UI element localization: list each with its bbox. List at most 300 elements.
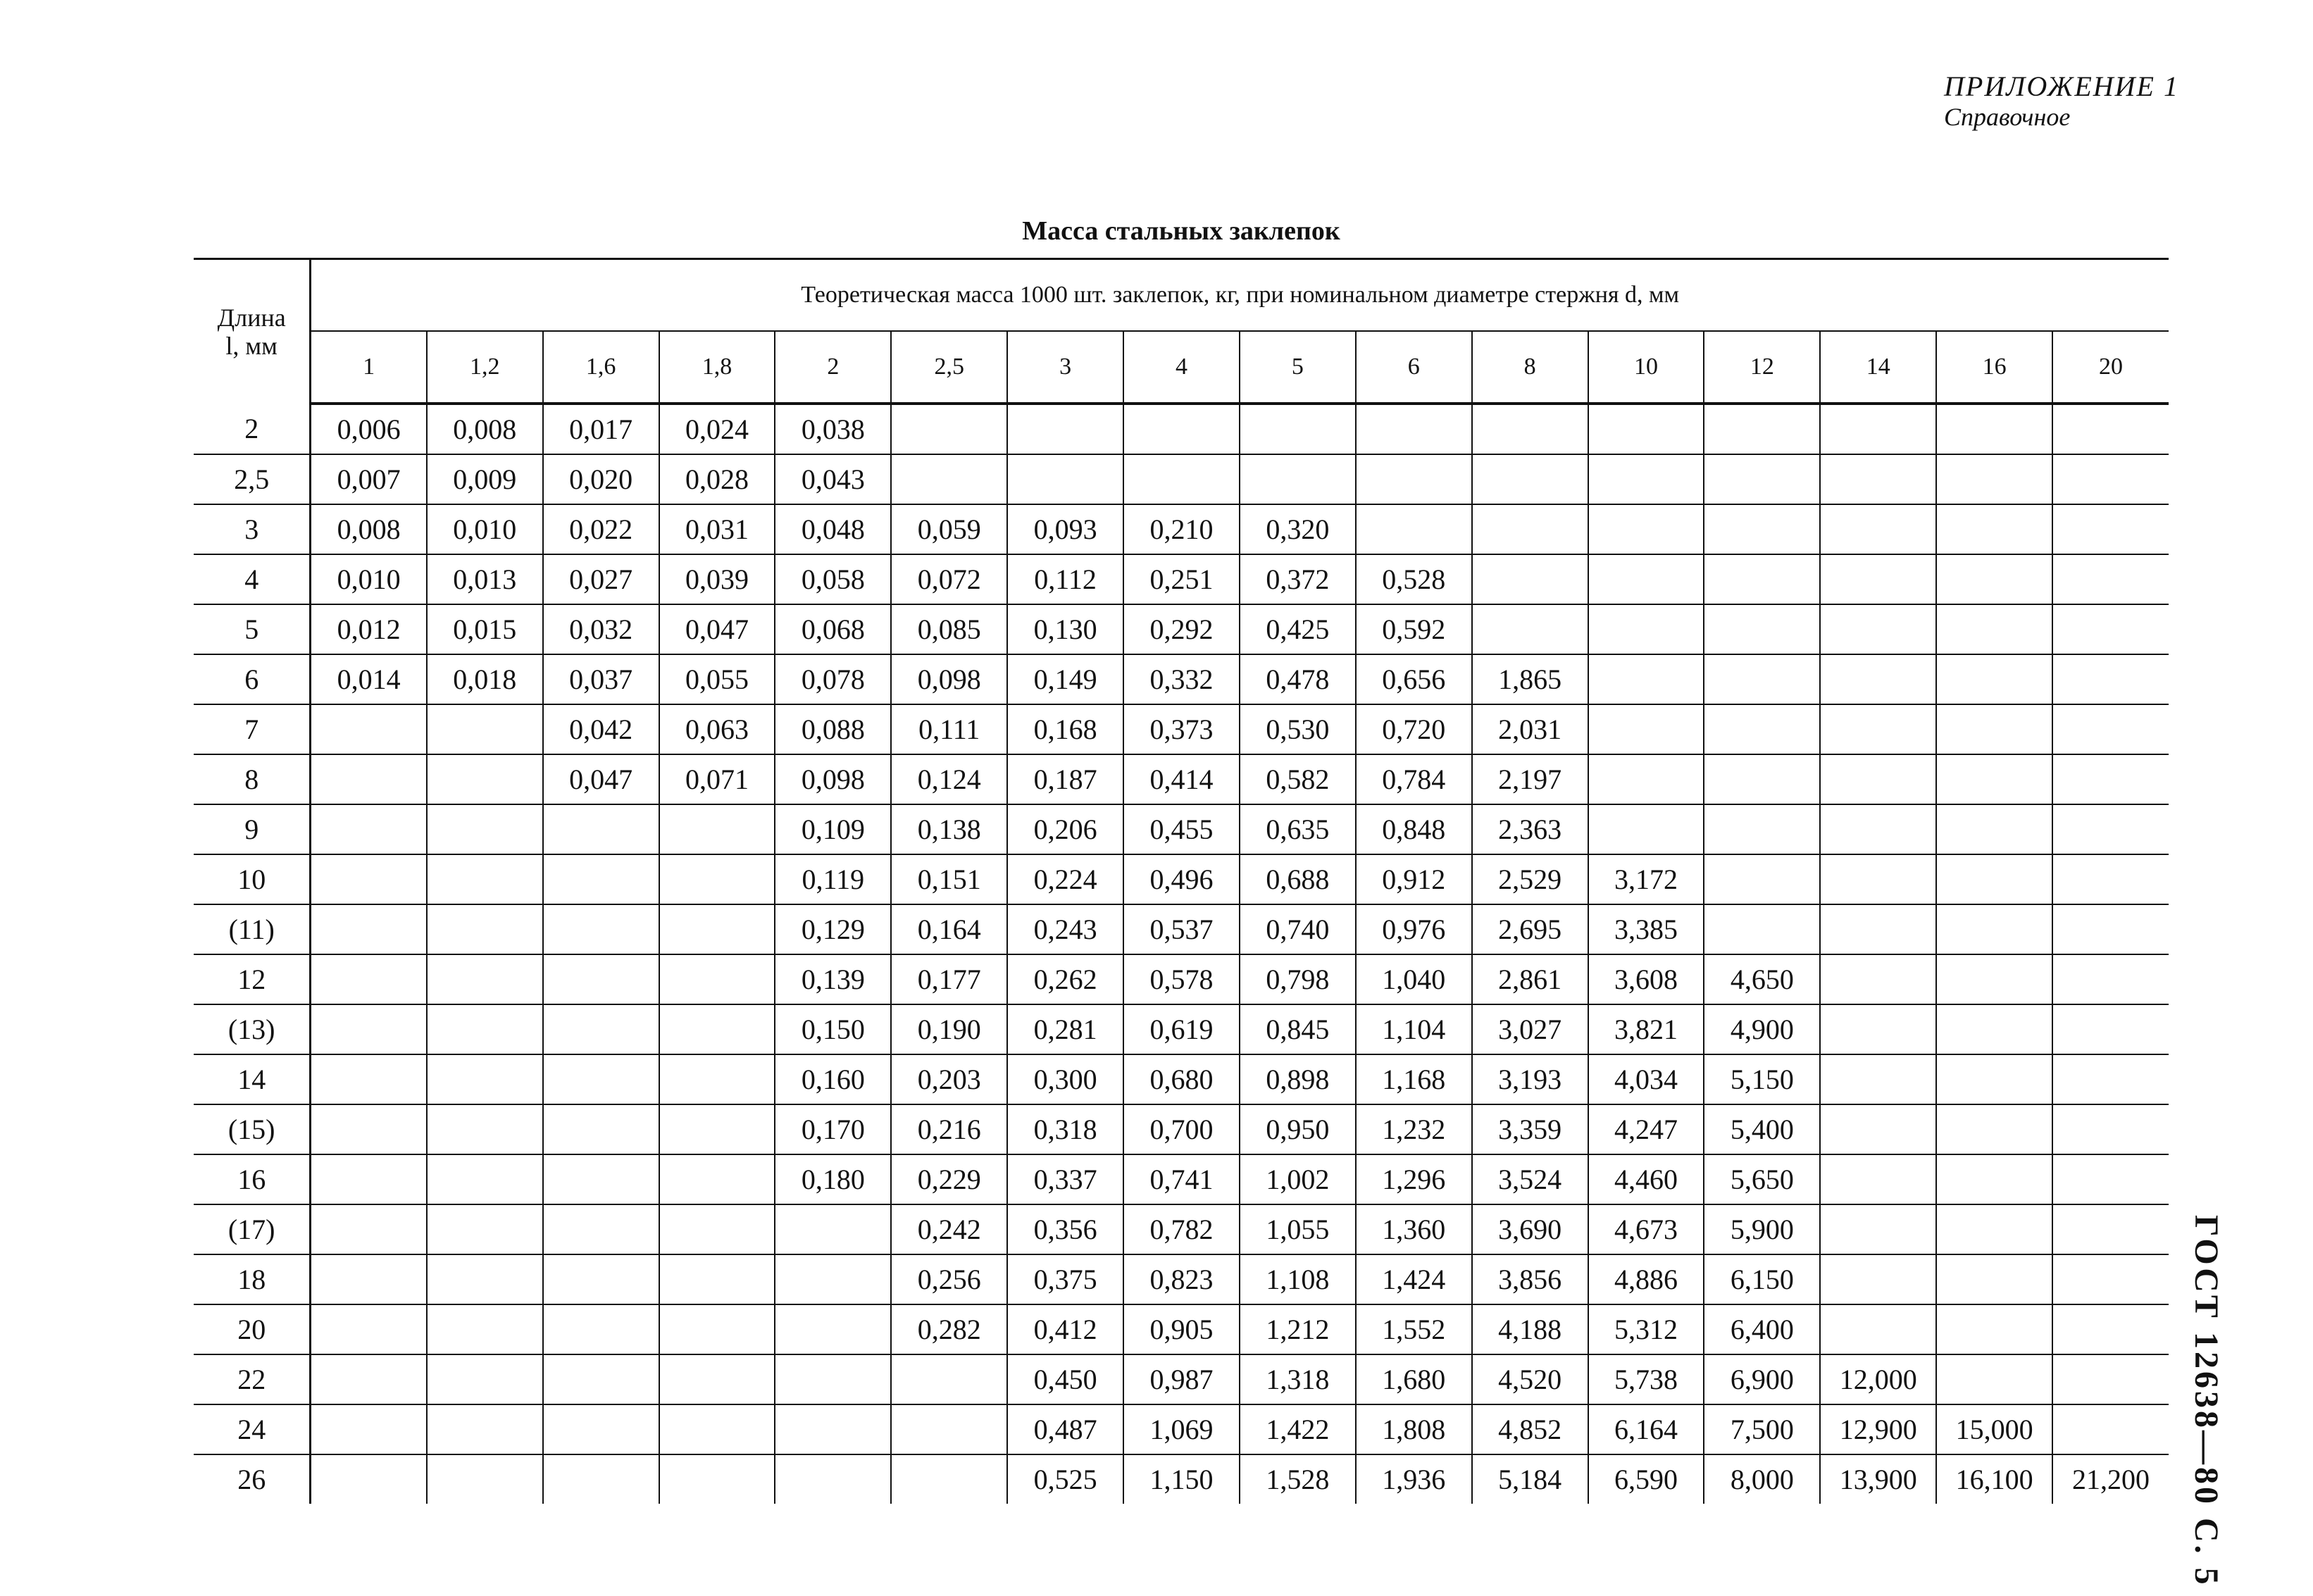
mass-cell: 0,356 (1007, 1204, 1123, 1254)
mass-cell (1936, 654, 2052, 704)
mass-cell: 0,905 (1123, 1304, 1240, 1354)
table-row (194, 504, 2169, 554)
length-cell: 2,5 (194, 454, 311, 504)
table-row (194, 804, 2169, 854)
mass-cell: 1,528 (1240, 1454, 1356, 1504)
mass-cell: 4,852 (1472, 1404, 1588, 1454)
mass-cell: 3,385 (1588, 904, 1704, 954)
mass-cell: 4,188 (1472, 1304, 1588, 1354)
mass-cell: 0,168 (1007, 704, 1123, 754)
mass-cell (311, 1354, 427, 1404)
length-cell: 12 (194, 954, 311, 1004)
diameter-header-cell: 5 (1240, 331, 1356, 404)
mass-cell: 4,650 (1704, 954, 1820, 1004)
mass-cell: 0,337 (1007, 1154, 1123, 1204)
mass-cell: 0,072 (891, 554, 1007, 604)
length-cell: 20 (194, 1304, 311, 1354)
length-cell: 9 (194, 804, 311, 854)
mass-cell: 0,450 (1007, 1354, 1123, 1404)
mass-cell (311, 904, 427, 954)
mass-cell (659, 904, 775, 954)
mass-cell (427, 754, 543, 804)
mass-cell: 0,848 (1356, 804, 1472, 854)
mass-cell (311, 704, 427, 754)
mass-cell (1356, 504, 1472, 554)
appendix-heading (1944, 70, 2179, 131)
mass-group-header: Теоретическая масса 1000 шт. заклепок, кг, при номинальном диаметре стержня d, мм (311, 259, 2169, 332)
mass-cell: 12,900 (1820, 1404, 1936, 1454)
mass-cell (659, 1304, 775, 1354)
length-cell: (13) (194, 1004, 311, 1054)
mass-cell (311, 1404, 427, 1454)
mass-cell (2052, 654, 2169, 704)
mass-cell (543, 1104, 659, 1154)
mass-cell (1936, 804, 2052, 854)
mass-cell: 0,006 (311, 404, 427, 454)
mass-cell (311, 1304, 427, 1354)
mass-cell (659, 804, 775, 854)
mass-cell (1704, 504, 1820, 554)
mass-cell: 0,047 (659, 604, 775, 654)
mass-cell (1820, 1304, 1936, 1354)
diameter-header-cell: 4 (1123, 331, 1240, 404)
mass-cell: 2,031 (1472, 704, 1588, 754)
mass-cell: 1,680 (1356, 1354, 1472, 1404)
mass-cell (543, 1454, 659, 1504)
mass-cell (543, 1254, 659, 1304)
mass-cell (427, 904, 543, 954)
mass-cell (1820, 954, 1936, 1004)
mass-cell: 0,912 (1356, 854, 1472, 904)
mass-cell: 0,129 (775, 904, 891, 954)
mass-cell: 0,139 (775, 954, 891, 1004)
table-row (194, 1154, 2169, 1204)
mass-cell: 1,296 (1356, 1154, 1472, 1204)
mass-cell (2052, 454, 2169, 504)
mass-cell (1704, 904, 1820, 954)
mass-cell: 0,898 (1240, 1054, 1356, 1104)
mass-cell (1936, 1154, 2052, 1204)
mass-cell: 16,100 (1936, 1454, 2052, 1504)
mass-cell: 0,414 (1123, 754, 1240, 804)
mass-cell (1704, 754, 1820, 804)
mass-cell (891, 404, 1007, 454)
mass-cell (891, 454, 1007, 504)
mass-cell: 0,256 (891, 1254, 1007, 1304)
mass-cell (1820, 1254, 1936, 1304)
mass-cell (659, 854, 775, 904)
mass-cell: 0,055 (659, 654, 775, 704)
mass-cell: 0,010 (427, 504, 543, 554)
mass-cell: 0,224 (1007, 854, 1123, 904)
mass-cell (659, 1054, 775, 1104)
mass-cell (1820, 1104, 1936, 1154)
mass-cell: 0,151 (891, 854, 1007, 904)
mass-cell: 3,821 (1588, 1004, 1704, 1054)
mass-cell: 0,798 (1240, 954, 1356, 1004)
diameter-header-cell: 2 (775, 331, 891, 404)
mass-cell: 0,028 (659, 454, 775, 504)
table-row (194, 704, 2169, 754)
mass-cell (1704, 854, 1820, 904)
mass-cell (311, 804, 427, 854)
table-row (194, 1054, 2169, 1104)
length-column-header (194, 259, 311, 404)
mass-cell (1472, 604, 1588, 654)
mass-cell (1936, 754, 2052, 804)
mass-cell (2052, 904, 2169, 954)
diameter-header-cell: 10 (1588, 331, 1704, 404)
mass-cell (543, 1004, 659, 1054)
mass-cell: 1,936 (1356, 1454, 1472, 1504)
mass-cell: 0,047 (543, 754, 659, 804)
mass-cell: 3,690 (1472, 1204, 1588, 1254)
mass-cell (1936, 604, 2052, 654)
mass-cell: 0,243 (1007, 904, 1123, 954)
mass-cell (1820, 854, 1936, 904)
mass-cell: 0,017 (543, 404, 659, 454)
length-cell: 10 (194, 854, 311, 904)
mass-cell: 3,608 (1588, 954, 1704, 1004)
mass-cell (543, 1354, 659, 1404)
mass-cell (1936, 1254, 2052, 1304)
mass-cell (2052, 604, 2169, 654)
mass-cell: 0,058 (775, 554, 891, 604)
mass-cell: 0,688 (1240, 854, 1356, 904)
mass-cell: 0,039 (659, 554, 775, 604)
mass-cell (2052, 404, 2169, 454)
mass-cell: 0,130 (1007, 604, 1123, 654)
mass-cell (427, 854, 543, 904)
mass-cell (1704, 604, 1820, 654)
length-cell: 5 (194, 604, 311, 654)
mass-cell (1588, 654, 1704, 704)
mass-cell (427, 1254, 543, 1304)
mass-cell: 0,013 (427, 554, 543, 604)
mass-cell (1704, 654, 1820, 704)
mass-cell (1123, 404, 1240, 454)
mass-cell: 0,007 (311, 454, 427, 504)
length-cell: 14 (194, 1054, 311, 1104)
mass-cell: 0,823 (1123, 1254, 1240, 1304)
mass-cell: 0,018 (427, 654, 543, 704)
table-row (194, 454, 2169, 504)
mass-cell (1356, 454, 1472, 504)
mass-cell: 6,900 (1704, 1354, 1820, 1404)
mass-cell: 0,012 (311, 604, 427, 654)
mass-cell (543, 804, 659, 854)
diameter-header-cell: 1,2 (427, 331, 543, 404)
mass-cell: 0,478 (1240, 654, 1356, 704)
mass-cell: 1,360 (1356, 1204, 1472, 1254)
table-row (194, 1104, 2169, 1154)
table-row (194, 754, 2169, 804)
mass-cell (427, 1454, 543, 1504)
mass-cell (1820, 804, 1936, 854)
mass-cell (1936, 1204, 2052, 1254)
mass-cell (1936, 1354, 2052, 1404)
mass-cell (1936, 1104, 2052, 1154)
mass-cell: 0,027 (543, 554, 659, 604)
mass-cell: 0,578 (1123, 954, 1240, 1004)
mass-cell (2052, 504, 2169, 554)
mass-cell: 0,282 (891, 1304, 1007, 1354)
mass-cell (2052, 1204, 2169, 1254)
mass-cell (1704, 404, 1820, 454)
mass-cell (311, 754, 427, 804)
mass-cell (1240, 454, 1356, 504)
mass-cell (2052, 1254, 2169, 1304)
mass-cell: 0,412 (1007, 1304, 1123, 1354)
mass-cell (311, 854, 427, 904)
mass-cell (1820, 704, 1936, 754)
mass-cell: 7,500 (1704, 1404, 1820, 1454)
mass-cell: 4,460 (1588, 1154, 1704, 1204)
mass-cell (1588, 404, 1704, 454)
mass-cell: 0,700 (1123, 1104, 1240, 1154)
mass-cell: 0,170 (775, 1104, 891, 1154)
mass-cell (775, 1354, 891, 1404)
mass-cell: 0,093 (1007, 504, 1123, 554)
mass-cell: 0,010 (311, 554, 427, 604)
mass-cell (427, 1104, 543, 1154)
mass-cell: 12,000 (1820, 1354, 1936, 1404)
mass-cell (659, 1204, 775, 1254)
mass-cell: 0,950 (1240, 1104, 1356, 1154)
table-body (194, 404, 2169, 1504)
mass-cell (311, 1204, 427, 1254)
length-cell: (11) (194, 904, 311, 954)
mass-cell (427, 1354, 543, 1404)
mass-cell: 0,592 (1356, 604, 1472, 654)
mass-cell (311, 954, 427, 1004)
mass-cell (1240, 404, 1356, 454)
mass-cell: 1,104 (1356, 1004, 1472, 1054)
mass-cell: 0,020 (543, 454, 659, 504)
mass-cell: 0,425 (1240, 604, 1356, 654)
mass-cell (1472, 554, 1588, 604)
mass-cell (659, 1354, 775, 1404)
mass-cell (543, 1054, 659, 1104)
mass-cell: 1,055 (1240, 1204, 1356, 1254)
mass-cell (775, 1454, 891, 1504)
mass-cell (2052, 1354, 2169, 1404)
mass-cell (543, 1154, 659, 1204)
mass-cell (659, 1254, 775, 1304)
mass-cell (543, 854, 659, 904)
mass-cell: 3,359 (1472, 1104, 1588, 1154)
mass-cell: 6,150 (1704, 1254, 1820, 1304)
table-row (194, 1204, 2169, 1254)
mass-cell: 5,400 (1704, 1104, 1820, 1154)
table-row (194, 404, 2169, 454)
mass-cell: 4,886 (1588, 1254, 1704, 1304)
mass-cell: 0,487 (1007, 1404, 1123, 1454)
table-caption: Масса стальных заклепок (1022, 216, 1340, 246)
mass-cell (1704, 554, 1820, 604)
mass-cell (1936, 404, 2052, 454)
mass-cell (1123, 454, 1240, 504)
mass-cell (1472, 454, 1588, 504)
mass-cell: 5,150 (1704, 1054, 1820, 1104)
mass-cell: 0,008 (427, 404, 543, 454)
mass-cell (543, 1404, 659, 1454)
mass-cell: 3,856 (1472, 1254, 1588, 1304)
mass-cell: 0,619 (1123, 1004, 1240, 1054)
mass-cell (1588, 704, 1704, 754)
mass-cell: 0,320 (1240, 504, 1356, 554)
table-row (194, 954, 2169, 1004)
diameter-header-cell: 20 (2052, 331, 2169, 404)
length-header-line2: l, мм (225, 332, 278, 360)
mass-cell: 0,180 (775, 1154, 891, 1204)
mass-cell: 21,200 (2072, 1464, 2150, 1495)
mass-cell: 2,197 (1472, 754, 1588, 804)
mass-cell: 1,168 (1356, 1054, 1472, 1104)
mass-cell (1007, 404, 1123, 454)
mass-cell: 0,088 (775, 704, 891, 754)
mass-cell: 0,530 (1240, 704, 1356, 754)
length-cell: (15) (194, 1104, 311, 1154)
mass-cell: 4,034 (1588, 1054, 1704, 1104)
mass-cell (1820, 1004, 1936, 1054)
mass-cell (2052, 1154, 2169, 1204)
mass-cell: 0,300 (1007, 1054, 1123, 1104)
mass-cell (1588, 804, 1704, 854)
mass-cell: 0,022 (543, 504, 659, 554)
mass-cell: 2,529 (1472, 854, 1588, 904)
mass-cell (1936, 1054, 2052, 1104)
mass-cell: 0,203 (891, 1054, 1007, 1104)
mass-cell: 1,108 (1240, 1254, 1356, 1304)
mass-cell (1820, 1204, 1936, 1254)
length-cell: 7 (194, 704, 311, 754)
mass-cell (427, 1004, 543, 1054)
mass-cell (659, 954, 775, 1004)
mass-cell: 0,042 (543, 704, 659, 754)
mass-cell: 0,242 (891, 1204, 1007, 1254)
rivet-mass-table (194, 258, 2169, 1504)
length-cell: 2 (194, 404, 311, 454)
mass-cell (1936, 1004, 2052, 1054)
diameter-header-cell: 14 (1820, 331, 1936, 404)
diameter-header-cell: 8 (1472, 331, 1588, 404)
mass-cell: 0,109 (775, 804, 891, 854)
mass-cell: 0,373 (1123, 704, 1240, 754)
mass-cell: 0,190 (891, 1004, 1007, 1054)
mass-cell (1588, 504, 1704, 554)
mass-cell (1936, 554, 2052, 604)
mass-cell (1704, 454, 1820, 504)
mass-cell (1936, 854, 2052, 904)
mass-cell (1820, 1154, 1936, 1204)
mass-cell (2052, 854, 2169, 904)
diameter-header-cell: 12 (1704, 331, 1820, 404)
mass-cell: 0,251 (1123, 554, 1240, 604)
mass-cell (311, 1004, 427, 1054)
mass-cell (427, 954, 543, 1004)
mass-cell: 0,078 (775, 654, 891, 704)
table-row (194, 554, 2169, 604)
mass-cell: 1,808 (1356, 1404, 1472, 1454)
mass-cell (891, 1454, 1007, 1504)
mass-cell: 1,069 (1123, 1404, 1240, 1454)
mass-cell: 0,009 (427, 454, 543, 504)
mass-cell (1820, 404, 1936, 454)
mass-cell (543, 1204, 659, 1254)
mass-cell (1936, 504, 2052, 554)
mass-cell (1820, 1054, 1936, 1104)
mass-cell (1820, 604, 1936, 654)
mass-cell: 4,673 (1588, 1204, 1704, 1254)
mass-cell: 0,782 (1123, 1204, 1240, 1254)
mass-cell: 13,900 (1820, 1454, 1936, 1504)
mass-cell: 0,262 (1007, 954, 1123, 1004)
mass-cell: 0,332 (1123, 654, 1240, 704)
mass-cell: 1,040 (1356, 954, 1472, 1004)
length-cell: 18 (194, 1254, 311, 1304)
mass-cell: 0,740 (1240, 904, 1356, 954)
diameter-header-cell: 1,6 (543, 331, 659, 404)
mass-cell: 0,119 (775, 854, 891, 904)
mass-cell: 0,149 (1007, 654, 1123, 704)
table-row (194, 604, 2169, 654)
mass-cell (891, 1354, 1007, 1404)
mass-cell: 2,695 (1472, 904, 1588, 954)
mass-cell (2052, 954, 2169, 1004)
appendix-title: ПРИЛОЖЕНИЕ 1 (1944, 70, 2179, 102)
length-cell: 8 (194, 754, 311, 804)
mass-cell: 2,363 (1472, 804, 1588, 854)
mass-cell: 0,164 (891, 904, 1007, 954)
mass-cell (1820, 504, 1936, 554)
mass-cell: 0,525 (1007, 1454, 1123, 1504)
mass-cell (1936, 1304, 2052, 1354)
mass-cell: 0,111 (891, 704, 1007, 754)
mass-cell: 0,375 (1007, 1254, 1123, 1304)
mass-cell: 3,193 (1472, 1054, 1588, 1104)
diameter-header-row (194, 331, 2169, 404)
mass-cell (1936, 704, 2052, 754)
mass-cell: 0,008 (311, 504, 427, 554)
mass-cell: 3,172 (1588, 854, 1704, 904)
mass-cell: 3,027 (1472, 1004, 1588, 1054)
mass-cell: 0,112 (1007, 554, 1123, 604)
table-row (194, 854, 2169, 904)
mass-cell: 0,206 (1007, 804, 1123, 854)
mass-cell: 1,865 (1472, 654, 1588, 704)
table-row (194, 654, 2169, 704)
mass-cell: 0,528 (1356, 554, 1472, 604)
mass-cell (1820, 454, 1936, 504)
mass-cell: 0,845 (1240, 1004, 1356, 1054)
mass-cell: 0,068 (775, 604, 891, 654)
mass-cell (1588, 454, 1704, 504)
mass-cell: 5,312 (1588, 1304, 1704, 1354)
mass-cell (1936, 454, 2052, 504)
mass-cell (659, 1454, 775, 1504)
mass-cell (1588, 604, 1704, 654)
mass-cell: 0,063 (659, 704, 775, 754)
mass-cell (659, 1404, 775, 1454)
mass-cell (1007, 454, 1123, 504)
mass-cell (1704, 804, 1820, 854)
mass-cell (2052, 1004, 2169, 1054)
mass-cell (1820, 904, 1936, 954)
table-row (194, 1254, 2169, 1304)
length-cell: 4 (194, 554, 311, 604)
mass-cell (1820, 654, 1936, 704)
